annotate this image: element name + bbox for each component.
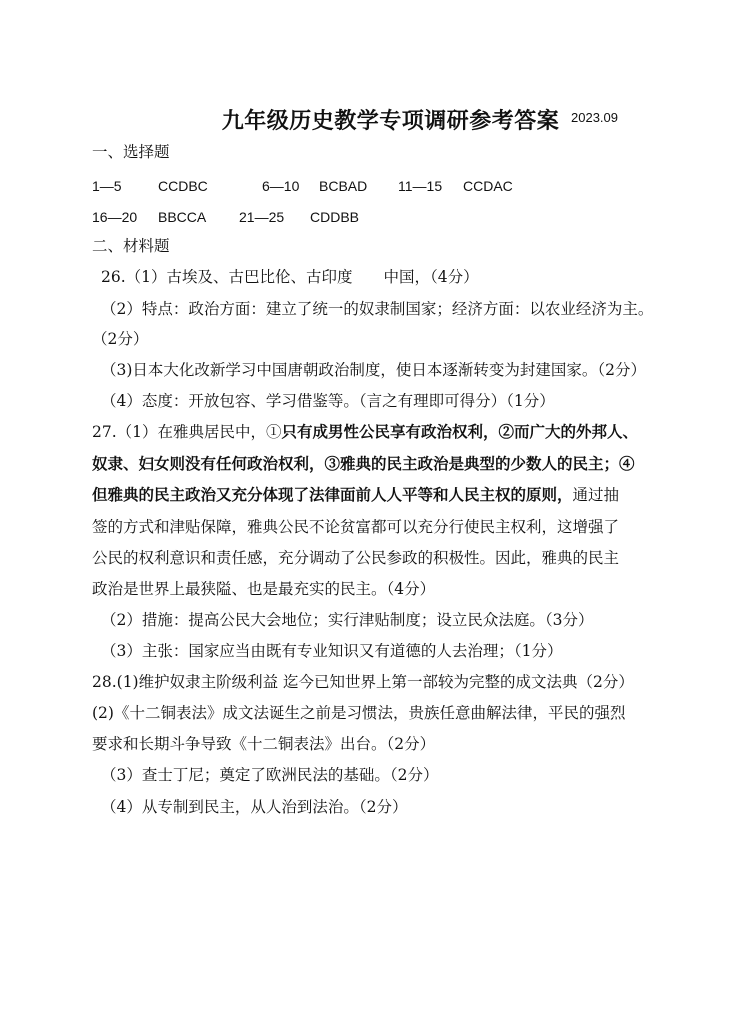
q27-intro: 27.（1）在雅典居民中，① bbox=[92, 423, 282, 441]
q27-part2: （2）措施：提高公民大会地位；实行津贴制度；设立民众法庭。（3分） bbox=[101, 611, 594, 629]
q27-part3: （3）主张：国家应当由既有专业知识又有道德的人去治理；（1分） bbox=[101, 642, 563, 660]
range-label: 1—5 bbox=[92, 178, 122, 194]
q27-key-point: 只有成男性公民享有政治权利，②而广大的外邦人、 bbox=[281, 422, 639, 441]
title-text: 九年级历史教学专项调研参考答案 bbox=[221, 108, 560, 134]
q27-text: 通过抽 bbox=[572, 486, 620, 504]
q28-part2: (2)《十二铜表法》成文法诞生之前是习惯法，贵族任意曲解法律，平民的强烈 bbox=[92, 704, 626, 722]
answer-value: BBCCA bbox=[158, 209, 207, 225]
q26-part2: （2）特点：政治方面：建立了统一的奴隶制国家；经济方面：以农业经济为主。 bbox=[101, 300, 654, 318]
q28-part4: （4）从专制到民主，从人治到法治。（2分） bbox=[101, 798, 408, 816]
section-heading-choice: 一、选择题 bbox=[92, 143, 170, 161]
q27-key-point: 但雅典的民主政治又充分体现了法律面前人人平等和人民主权的原则， bbox=[92, 485, 573, 504]
q28-part1: 28.(1)维护奴隶主阶级利益 迄今已知世界上第一部较为完整的成文法典（2分） bbox=[92, 673, 634, 691]
q27-key-point: 奴隶、妇女则没有任何政治权利，③雅典的民主政治是典型的少数人的民主；④ bbox=[92, 454, 635, 473]
range-label: 6—10 bbox=[262, 178, 300, 194]
q27-line-4: 签的方式和津贴保障，雅典公民不论贫富都可以充分行使民主权利，这增强了 bbox=[92, 518, 620, 536]
answer-value: CCDBC bbox=[158, 178, 208, 194]
answer-value: CCDAC bbox=[463, 178, 513, 194]
page-title bbox=[0, 104, 741, 135]
q27-line-6: 政治是世界上最狭隘、也是最充实的民主。（4分） bbox=[92, 580, 436, 598]
range-label: 21—25 bbox=[239, 209, 285, 225]
range-label: 16—20 bbox=[92, 209, 138, 225]
q27-line-3 bbox=[92, 484, 619, 506]
date-label: 2023.09 bbox=[571, 110, 618, 125]
q27-line-5: 公民的权利意识和责任感，充分调动了公民参政的积极性。因此，雅典的民主 bbox=[92, 549, 620, 567]
answer-value: CDDBB bbox=[310, 209, 360, 225]
q26-part3: （3)日本大化改新学习中国唐朝政治制度，使日本逐渐转变为封建国家。（2分） bbox=[101, 361, 647, 379]
q26-part1: 26.（1）古埃及、古巴比伦、古印度 中国，（4分） bbox=[101, 268, 479, 286]
q26-part4: （4）态度：开放包容、学习借鉴等。（言之有理即可得分）（1分） bbox=[101, 392, 555, 410]
q28-part3: （3）查士丁尼；奠定了欧洲民法的基础。（2分） bbox=[101, 766, 439, 784]
q27-line-1 bbox=[92, 421, 638, 443]
q27-line-2 bbox=[92, 453, 635, 475]
section-heading-material: 二、材料题 bbox=[92, 237, 170, 255]
q26-part2-score: （2分） bbox=[92, 330, 149, 348]
q28-part2-cont: 要求和长期斗争导致《十二铜表法》出台。（2分） bbox=[92, 735, 436, 753]
answer-value: BCBAD bbox=[319, 178, 368, 194]
range-label: 11—15 bbox=[398, 178, 443, 194]
